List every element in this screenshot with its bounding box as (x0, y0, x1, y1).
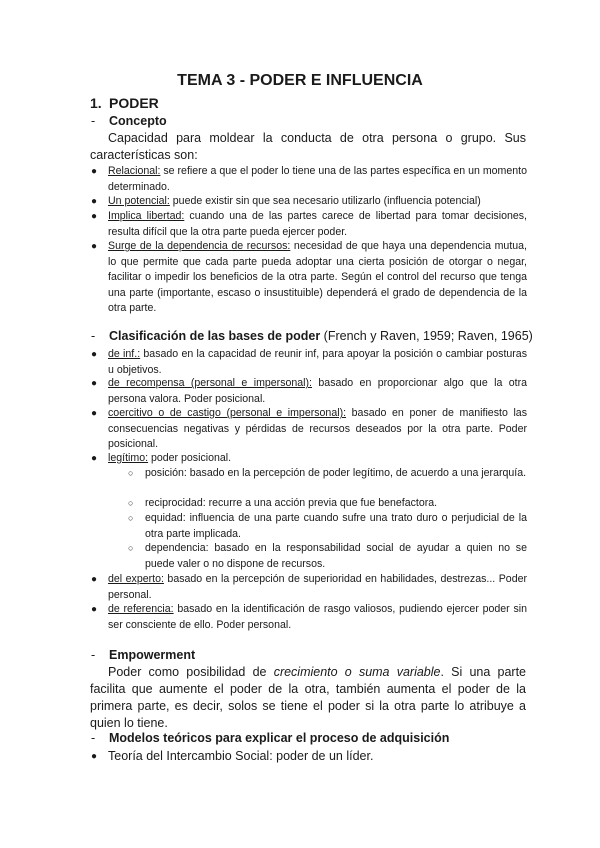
bullet-icon: ● (91, 604, 98, 615)
bullet-icon: ● (91, 408, 98, 419)
circle-bullet-icon: ○ (128, 468, 134, 478)
subheading-modelos (91, 731, 449, 745)
dash-marker: - (91, 731, 96, 745)
sub-list-item (128, 496, 527, 512)
list-item (91, 602, 527, 633)
list-item-text: basado en la percepción de superioridad en habilidades, destrezas... Poder personal. (108, 573, 528, 601)
list-item (91, 209, 527, 240)
bullet-icon: ● (91, 241, 98, 252)
list-item (91, 406, 527, 453)
citation: (French y Raven, 1959; Raven, 1965) (320, 329, 533, 343)
list-item-term: del experto: (108, 573, 164, 585)
subheading-label: Clasificación de las bases de poder (109, 329, 321, 343)
concepto-intro (90, 130, 526, 164)
sub-list-item (128, 466, 527, 482)
list-item-term: de inf.: (108, 348, 141, 360)
list-item-term: de referencia: (108, 603, 174, 615)
list-item-text: puede existir sin que sea necesario utilizarlo (influencia potencial) (169, 195, 481, 207)
subheading-empowerment (91, 648, 195, 662)
list-item (91, 748, 527, 765)
list-item-term: Implica libertad: (108, 210, 185, 222)
bullet-icon: ● (91, 166, 98, 177)
empowerment-text-before: Poder como posibilidad de (108, 665, 274, 679)
list-item-text: basado en la capacidad de reunir inf, para apoyar la posición o cambiar posturas u objetivos. (108, 348, 527, 376)
list-item (91, 164, 527, 195)
list-item-text: basado en la identificación de rasgo valiosos, pudiendo ejercer poder sin ser consciente de ello. Poder personal. (108, 603, 527, 631)
bullet-icon: ● (91, 196, 98, 207)
subheading-label: Empowerment (109, 648, 196, 662)
bullet-icon: ● (91, 349, 98, 360)
subheading-concepto (91, 114, 167, 128)
dash-marker: - (91, 114, 96, 128)
list-item-text: cuando una de las partes carece de libertad para tomar decisiones, resulta difícil que la otra parte pueda ejercer poder. (108, 210, 528, 238)
circle-bullet-icon: ○ (128, 498, 134, 508)
empowerment-paragraph (90, 664, 526, 732)
dash-marker: - (91, 648, 96, 662)
subheading-clasificacion (91, 329, 533, 343)
list-item-term: Un potencial: (108, 195, 170, 207)
list-item-text: necesidad de que haya una dependencia mutua, lo que permite que cada parte pueda adoptar una cierta posición de otorgar o negar, facilitar o impedir los beneficios de la otra parte. Según el control del recurso que tenga una parte (importante, escaso o insustituible) dependerá el grado de dependencia de la otra parte. (108, 240, 527, 315)
list-item (91, 572, 527, 603)
sub-list-item-text: reciprocidad: recurre a una acción previa que fue benefactora. (145, 497, 438, 509)
list-item (91, 347, 527, 378)
list-item-text: basado en proporcionar algo que la otra persona valora. Poder posicional. (108, 377, 527, 405)
list-item (91, 376, 527, 407)
list-item-text: poder posicional. (148, 452, 232, 464)
bullet-icon: ● (91, 751, 98, 762)
list-item-text: Teoría del Intercambio Social: poder de un líder. (108, 749, 374, 763)
list-item-term: legítimo: (108, 452, 149, 464)
sub-list-item (128, 511, 527, 542)
concepto-intro-text: Capacidad para moldear la conducta de otra persona o grupo. Sus características son: (90, 131, 526, 162)
bullet-icon: ● (91, 378, 98, 389)
section-heading-poder (90, 95, 159, 111)
sub-list-item-text: posición: basado en la percepción de poder legítimo, de acuerdo a una jerarquía. (145, 467, 527, 479)
list-item-term: coercitivo o de castigo (personal e impersonal): (108, 407, 347, 419)
list-item-text: basado en poner de manifiesto las consecuencias negativas y pérdidas de recursos deseados por la otra parte. Poder posicional. (108, 407, 527, 451)
sub-list-item-text: equidad: influencia de una parte cuando sufre una trato duro o perjudicial de la otra parte implicada. (145, 512, 527, 540)
bullet-icon: ● (91, 211, 98, 222)
list-item-term: Relacional: (108, 165, 161, 177)
list-item (91, 451, 527, 467)
list-item-term: de recompensa (personal e impersonal): (108, 377, 313, 389)
subheading-label: Modelos teóricos para explicar el proceso de adquisición (109, 731, 450, 745)
list-item-text: se refiere a que el poder lo tiene una de las partes específica en un momento determinado. (108, 165, 527, 193)
circle-bullet-icon: ○ (128, 513, 134, 523)
bullet-icon: ● (91, 453, 98, 464)
list-item-term: Surge de la dependencia de recursos: (108, 240, 291, 252)
empowerment-text-italic: crecimiento o suma variable (273, 665, 441, 679)
list-item (91, 194, 527, 210)
sub-list-item (128, 541, 527, 572)
list-item (91, 239, 527, 317)
sub-list-item-text: dependencia: basado en la responsabilidad social de ayudar a quien no se puede valer o no dispone de recursos. (145, 542, 527, 570)
bullet-icon: ● (91, 574, 98, 585)
section-label: PODER (109, 95, 159, 111)
empowerment-text-after: . Si una parte facilita que aumente el poder de la otra, también aumenta el poder de la primera parte, es decir, solos se tiene el poder si la otra parte lo atribuye a quien lo tiene. (90, 665, 527, 730)
section-number: 1. (90, 95, 102, 111)
circle-bullet-icon: ○ (128, 543, 134, 553)
subheading-label: Concepto (109, 114, 167, 128)
dash-marker: - (91, 329, 96, 343)
page-title: TEMA 3 - PODER E INFLUENCIA (177, 72, 423, 89)
